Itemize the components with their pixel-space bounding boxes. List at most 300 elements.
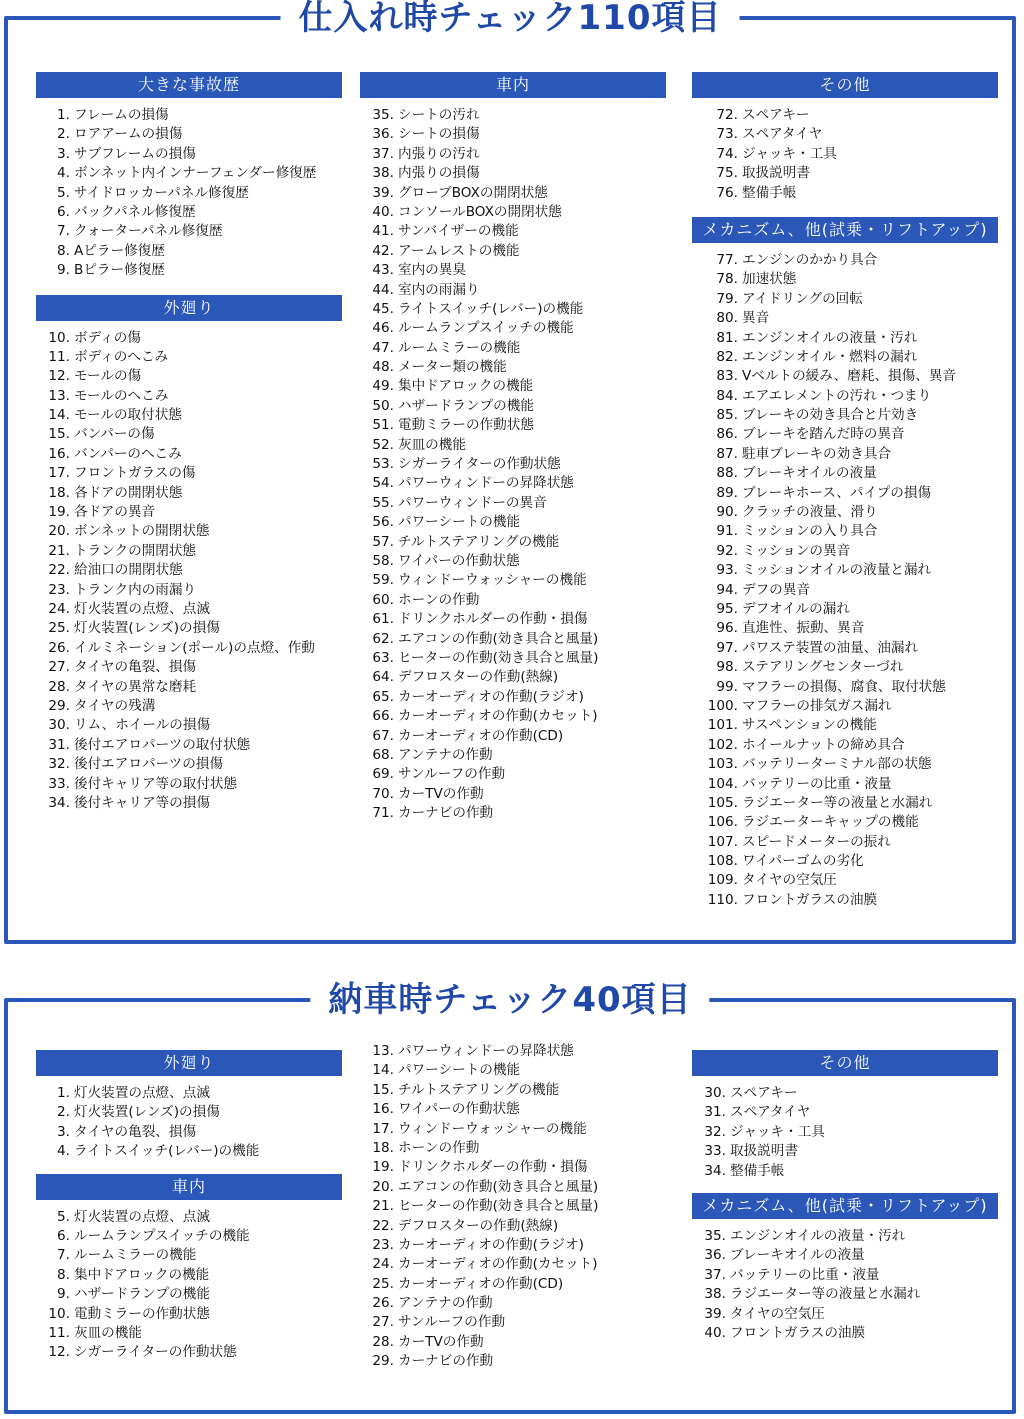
item-number: 29. [372, 1353, 394, 1370]
checklist-item [692, 1103, 998, 1122]
checklist-item [692, 106, 998, 125]
checklist-group [36, 72, 342, 281]
item-number: 110. [707, 891, 738, 908]
checklist-item [360, 164, 666, 183]
item-number: 34. [48, 794, 70, 811]
item-text: パワーシートの機能 [398, 1062, 521, 1079]
checklist-item [360, 1178, 666, 1197]
item-number: 71. [372, 805, 394, 822]
item-text: カーオーディオの作動(CD) [398, 727, 564, 744]
checklist-item [36, 1285, 342, 1304]
item-number: 91. [716, 523, 738, 540]
checklist-item [692, 678, 998, 697]
item-number: 37. [704, 1266, 726, 1283]
checklist-group [360, 1042, 666, 1372]
item-number: 10. [48, 1305, 70, 1322]
checklist-group [360, 72, 666, 823]
item-text: ロアアームの損傷 [74, 126, 183, 143]
item-text: ジャッキ・工具 [730, 1123, 825, 1140]
checklist-item [36, 619, 342, 638]
item-text: シガーライターの作動状態 [398, 456, 561, 473]
item-number: 39. [704, 1305, 726, 1322]
item-text: メーター類の機能 [398, 359, 507, 376]
item-text: ジャッキ・工具 [742, 145, 837, 162]
checklist-item [36, 716, 342, 735]
checklist-item [36, 445, 342, 464]
checklist-item [36, 367, 342, 386]
item-text: ウィンドーウォッシャーの機能 [398, 572, 587, 589]
checklist-item [692, 348, 998, 367]
checklist-item [36, 1343, 342, 1362]
checklist-item [692, 329, 998, 348]
item-number: 72. [716, 107, 738, 123]
intake-check-title: 仕入れ時チェック110項目 [281, 0, 740, 38]
checklist-item [692, 1123, 998, 1142]
item-text: スピードメーターの振れ [742, 833, 891, 850]
delivery-check-panel [4, 980, 1016, 1414]
item-text: 各ドアの開閉状態 [74, 484, 183, 501]
item-text: シートの損傷 [398, 126, 480, 143]
checklist-item [692, 290, 998, 309]
item-text: タイヤの空気圧 [730, 1305, 825, 1322]
checklist-item [36, 1084, 342, 1103]
item-text: スペアタイヤ [730, 1104, 811, 1121]
item-number: 47. [372, 339, 394, 356]
checklist-item [360, 494, 666, 513]
item-number: 31. [48, 736, 70, 753]
item-text: タイヤの異常な磨耗 [74, 678, 197, 695]
item-number: 49. [372, 378, 394, 395]
item-text: フロントガラスの油膜 [730, 1324, 866, 1341]
checklist-item [36, 1246, 342, 1265]
item-text: ミッションの異音 [742, 542, 851, 559]
item-number: 8. [57, 1266, 70, 1283]
item-number: 9. [57, 262, 70, 279]
checklist [360, 1042, 666, 1372]
item-text: エンジンオイルの液量・汚れ [730, 1227, 906, 1244]
item-text: 後付キャリア等の取付状態 [74, 775, 238, 792]
item-number: 43. [372, 262, 394, 279]
checklist-item [36, 639, 342, 658]
item-text: パワーシートの機能 [398, 514, 521, 531]
item-number: 41. [372, 223, 394, 240]
checklist-item [692, 716, 998, 735]
checklist-item [360, 649, 666, 668]
checklist-item [360, 1100, 666, 1119]
checklist-item [692, 270, 998, 289]
item-text: 給油口の開閉状態 [74, 562, 183, 579]
item-number: 26. [372, 1295, 394, 1312]
checklist-item [692, 145, 998, 164]
item-number: 16. [372, 1101, 394, 1118]
checklist-item [36, 736, 342, 755]
item-text: 異音 [742, 310, 770, 327]
checklist-item [360, 668, 666, 687]
item-text: バックパネル修復歴 [74, 203, 196, 220]
checklist-group [36, 1050, 342, 1162]
item-text: ラジエーター等の液量と水漏れ [742, 794, 933, 811]
item-text: デフロスターの作動(熱線) [398, 669, 559, 686]
item-number: 38. [704, 1286, 726, 1303]
item-text: カーオーディオの作動(カセット) [398, 1256, 598, 1273]
checklist-item [692, 164, 998, 183]
item-text: 集中ドアロックの機能 [398, 378, 534, 395]
item-number: 11. [48, 1324, 70, 1341]
item-number: 30. [704, 1085, 726, 1101]
checklist [36, 329, 342, 814]
checklist-item [692, 1246, 998, 1265]
checklist [692, 251, 998, 910]
item-text: デフの異音 [742, 581, 810, 598]
checklist-item [360, 1139, 666, 1158]
checklist-item [360, 707, 666, 726]
checklist-item [36, 261, 342, 280]
s2-col2 [360, 1042, 666, 1372]
checklist-item [360, 1158, 666, 1177]
s2-col1 [36, 1050, 342, 1363]
item-text: スペアキー [730, 1085, 798, 1101]
checklist-item [692, 658, 998, 677]
item-text: 内張りの汚れ [398, 145, 480, 162]
s1-col1 [36, 72, 342, 813]
item-number: 35. [372, 107, 394, 123]
item-text: ワイパーの作動状態 [398, 552, 520, 569]
item-number: 29. [48, 697, 70, 714]
item-text: 集中ドアロックの機能 [74, 1266, 210, 1283]
item-number: 31. [704, 1104, 726, 1121]
group-header: メカニズム、他(試乗・リフトアップ) [692, 1193, 998, 1219]
item-text: 取扱説明書 [730, 1143, 798, 1160]
item-text: 各ドアの異音 [74, 504, 156, 521]
checklist-item [36, 1227, 342, 1246]
checklist-group [692, 72, 998, 203]
checklist [36, 1208, 342, 1363]
item-number: 94. [716, 581, 738, 598]
checklist [692, 106, 998, 203]
item-text: イルミネーション(ポール)の点燈、作動 [74, 639, 315, 656]
item-text: デフオイルの漏れ [742, 600, 850, 617]
item-text: バッテリーターミナル部の状態 [742, 756, 932, 773]
item-text: ヒーターの作動(効き具合と風量) [398, 1198, 599, 1215]
checklist-item [360, 1217, 666, 1236]
checklist-item [36, 678, 342, 697]
item-text: ブレーキオイルの液量 [730, 1247, 865, 1264]
checklist-item [692, 522, 998, 541]
group-header: 車内 [36, 1174, 342, 1200]
item-number: 15. [372, 1081, 394, 1098]
item-text: 直進性、振動、異音 [742, 620, 865, 637]
s1-col2 [360, 72, 666, 823]
item-text: ブレーキホース、パイプの損傷 [742, 484, 932, 501]
item-number: 89. [716, 484, 738, 501]
checklist-item [692, 581, 998, 600]
item-number: 22. [48, 562, 70, 579]
item-number: 76. [716, 184, 738, 201]
item-text: カーTVの作動 [398, 785, 484, 802]
item-text: サスペンションの機能 [742, 717, 877, 734]
item-text: バッテリーの比重・液量 [730, 1266, 880, 1283]
item-text: ワイパーゴムの劣化 [742, 853, 864, 870]
checklist-group [692, 1050, 998, 1181]
item-number: 20. [372, 1178, 394, 1195]
item-number: 62. [372, 630, 394, 647]
item-number: 70. [372, 785, 394, 802]
item-number: 108. [707, 853, 738, 870]
checklist-item [360, 1333, 666, 1352]
item-text: ホーンの作動 [398, 591, 480, 608]
item-number: 106. [707, 814, 738, 831]
item-number: 37. [372, 145, 394, 162]
checklist-item [36, 522, 342, 541]
item-number: 19. [48, 504, 70, 521]
item-number: 87. [716, 445, 738, 462]
item-text: タイヤの空気圧 [742, 872, 837, 889]
item-text: タイヤの亀裂、損傷 [74, 1123, 197, 1140]
item-text: リム、ホイールの損傷 [74, 717, 211, 734]
checklist-item [692, 542, 998, 561]
item-text: フロントガラスの傷 [74, 465, 196, 482]
checklist-item [36, 600, 342, 619]
item-number: 35. [704, 1227, 726, 1244]
checklist-item [360, 455, 666, 474]
item-number: 82. [716, 348, 738, 365]
item-text: ブレーキの効き具合と片効き [742, 407, 919, 424]
checklist-item [692, 406, 998, 425]
checklist-item [360, 804, 666, 823]
item-number: 100. [707, 697, 738, 714]
item-text: モールの取付状態 [74, 407, 182, 424]
item-number: 102. [707, 736, 738, 753]
item-number: 10. [48, 329, 70, 346]
checklist-item [36, 164, 342, 183]
checklist-item [360, 1255, 666, 1274]
item-text: 整備手帳 [730, 1162, 785, 1179]
item-text: スペアタイヤ [742, 126, 823, 143]
checklist-item [360, 1042, 666, 1061]
item-text: コンソールBOXの開閉状態 [398, 203, 562, 220]
item-text: ボディのへこみ [74, 348, 169, 365]
checklist-item [692, 1285, 998, 1304]
checklist-item [360, 630, 666, 649]
item-text: チルトステアリングの機能 [398, 533, 560, 550]
checklist-item [692, 484, 998, 503]
item-text: ホイールナットの締め具合 [742, 736, 905, 753]
item-text: ミッションオイルの液量と漏れ [742, 562, 932, 579]
checklist-item [360, 571, 666, 590]
item-number: 1. [57, 107, 70, 123]
checklist-item [36, 1305, 342, 1324]
item-text: 後付エアロパーツの取付状態 [74, 736, 251, 753]
item-number: 78. [716, 271, 738, 288]
checklist-item [36, 794, 342, 813]
checklist-item [360, 533, 666, 552]
checklist-item [692, 600, 998, 619]
item-text: ワイパーの作動状態 [398, 1101, 520, 1118]
item-text: パワーウィンドーの異音 [398, 494, 547, 511]
item-number: 13. [48, 387, 70, 404]
item-text: ステアリングセンターづれ [742, 659, 904, 676]
item-number: 33. [48, 775, 70, 792]
checklist-item [36, 1123, 342, 1142]
item-number: 32. [48, 756, 70, 773]
item-number: 52. [372, 436, 394, 453]
item-text: Aピラー修復歴 [74, 242, 165, 259]
checklist-item [360, 688, 666, 707]
item-number: 20. [48, 523, 70, 540]
item-number: 84. [716, 387, 738, 404]
item-number: 81. [716, 329, 738, 346]
item-number: 8. [57, 242, 70, 259]
item-text: ラジエーター等の液量と水漏れ [730, 1286, 921, 1303]
item-number: 23. [372, 1236, 394, 1253]
item-text: チルトステアリングの機能 [398, 1081, 560, 1098]
item-number: 73. [716, 126, 738, 143]
item-number: 40. [704, 1324, 726, 1341]
item-number: 7. [57, 223, 70, 240]
checklist-item [692, 871, 998, 890]
item-text: クォーターパネル修復歴 [74, 223, 223, 240]
item-text: モールの傷 [74, 368, 142, 385]
item-number: 33. [704, 1143, 726, 1160]
item-number: 21. [372, 1198, 394, 1215]
item-text: 灯火装置の点燈、点滅 [74, 1085, 210, 1101]
item-text: タイヤの残溝 [74, 697, 156, 714]
checklist-item [692, 561, 998, 580]
item-number: 12. [48, 368, 70, 385]
item-text: 電動ミラーの作動状態 [398, 417, 534, 434]
checklist-item [360, 1294, 666, 1313]
item-text: ドリンクホルダーの作動・損傷 [398, 1159, 588, 1176]
item-text: Bピラー修復歴 [74, 262, 165, 279]
item-text: シートの汚れ [398, 107, 480, 123]
item-text: エンジンのかかり具合 [742, 251, 878, 268]
checklist-item [360, 1120, 666, 1139]
item-text: 灰皿の機能 [398, 436, 466, 453]
item-number: 45. [372, 300, 394, 317]
item-number: 68. [372, 746, 394, 763]
item-number: 17. [48, 465, 70, 482]
item-text: フレームの損傷 [74, 107, 169, 123]
group-header: その他 [692, 72, 998, 98]
checklist-item [360, 746, 666, 765]
item-number: 18. [48, 484, 70, 501]
item-text: Vベルトの緩み、磨耗、損傷、異音 [742, 368, 957, 385]
item-number: 74. [716, 145, 738, 162]
item-number: 3. [57, 145, 70, 162]
checklist-item [692, 697, 998, 716]
group-header: 車内 [360, 72, 666, 98]
item-text: 取扱説明書 [742, 165, 810, 182]
item-text: ミッションの入り具合 [742, 523, 878, 540]
item-text: ブレーキオイルの液量 [742, 465, 877, 482]
checklist-item [692, 1162, 998, 1181]
checklist-item [692, 1266, 998, 1285]
group-header: 外廻り [36, 1050, 342, 1076]
item-number: 38. [372, 165, 394, 182]
item-text: カーTVの作動 [398, 1333, 484, 1350]
item-text: ハザードランプの機能 [398, 397, 534, 414]
item-number: 27. [48, 659, 70, 676]
item-number: 7. [57, 1247, 70, 1264]
checklist-item [692, 1227, 998, 1246]
item-text: グローブBOXの開閉状態 [398, 184, 548, 201]
item-text: ドリンクホルダーの作動・損傷 [398, 611, 588, 628]
item-text: タイヤの亀裂、損傷 [74, 659, 197, 676]
item-number: 65. [372, 688, 394, 705]
item-text: ヒーターの作動(効き具合と風量) [398, 649, 599, 666]
item-text: カーオーディオの作動(ラジオ) [398, 688, 584, 705]
checklist-item [360, 1061, 666, 1080]
item-text: サンルーフの作動 [398, 766, 506, 783]
item-text: ラジエーターキャップの機能 [742, 814, 919, 831]
checklist-item [360, 339, 666, 358]
item-number: 2. [57, 126, 70, 143]
item-number: 105. [707, 794, 738, 811]
group-header: 大きな事故歴 [36, 72, 342, 98]
item-text: バンパーの傷 [74, 426, 155, 443]
item-number: 5. [57, 1208, 70, 1225]
item-text: 加速状態 [742, 271, 797, 288]
item-text: 駐車ブレーキの効き具合 [742, 445, 891, 462]
item-number: 66. [372, 708, 394, 725]
item-number: 18. [372, 1139, 394, 1156]
checklist-item [360, 222, 666, 241]
item-number: 109. [707, 872, 738, 889]
item-number: 28. [48, 678, 70, 695]
checklist-group [36, 1174, 342, 1363]
s2-col3 [692, 1050, 998, 1343]
checklist-item [360, 106, 666, 125]
checklist-item [360, 1275, 666, 1294]
checklist-item [360, 145, 666, 164]
checklist-group [692, 217, 998, 910]
item-number: 13. [372, 1043, 394, 1059]
item-number: 92. [716, 542, 738, 559]
item-number: 51. [372, 417, 394, 434]
group-header: その他 [692, 1050, 998, 1076]
item-number: 36. [704, 1247, 726, 1264]
item-text: アイドリングの回転 [742, 290, 863, 307]
item-number: 56. [372, 514, 394, 531]
item-number: 99. [716, 678, 738, 695]
item-number: 59. [372, 572, 394, 589]
checklist-item [692, 833, 998, 852]
checklist-item [360, 474, 666, 493]
item-text: エアエレメントの汚れ・つまり [742, 387, 932, 404]
checklist-item [360, 358, 666, 377]
item-text: エアコンの作動(効き具合と風量) [398, 1178, 599, 1195]
item-number: 17. [372, 1120, 394, 1137]
checklist-item [692, 184, 998, 203]
item-text: サイドロッカーパネル修復歴 [74, 184, 249, 201]
item-number: 26. [48, 639, 70, 656]
checklist-item [36, 348, 342, 367]
item-text: アームレストの機能 [398, 242, 520, 259]
item-text: アンテナの作動 [398, 746, 493, 763]
item-number: 96. [716, 620, 738, 637]
item-text: ボンネット内インナーフェンダー修復歴 [74, 165, 317, 182]
item-number: 60. [372, 591, 394, 608]
checklist-item [36, 203, 342, 222]
checklist-item [360, 552, 666, 571]
item-number: 4. [57, 165, 70, 182]
item-number: 50. [372, 397, 394, 414]
item-text: ウィンドーウォッシャーの機能 [398, 1120, 587, 1137]
delivery-check-title: 納車時チェック40項目 [310, 980, 709, 1020]
item-number: 107. [707, 833, 738, 850]
checklist-item [692, 387, 998, 406]
item-number: 44. [372, 281, 394, 298]
